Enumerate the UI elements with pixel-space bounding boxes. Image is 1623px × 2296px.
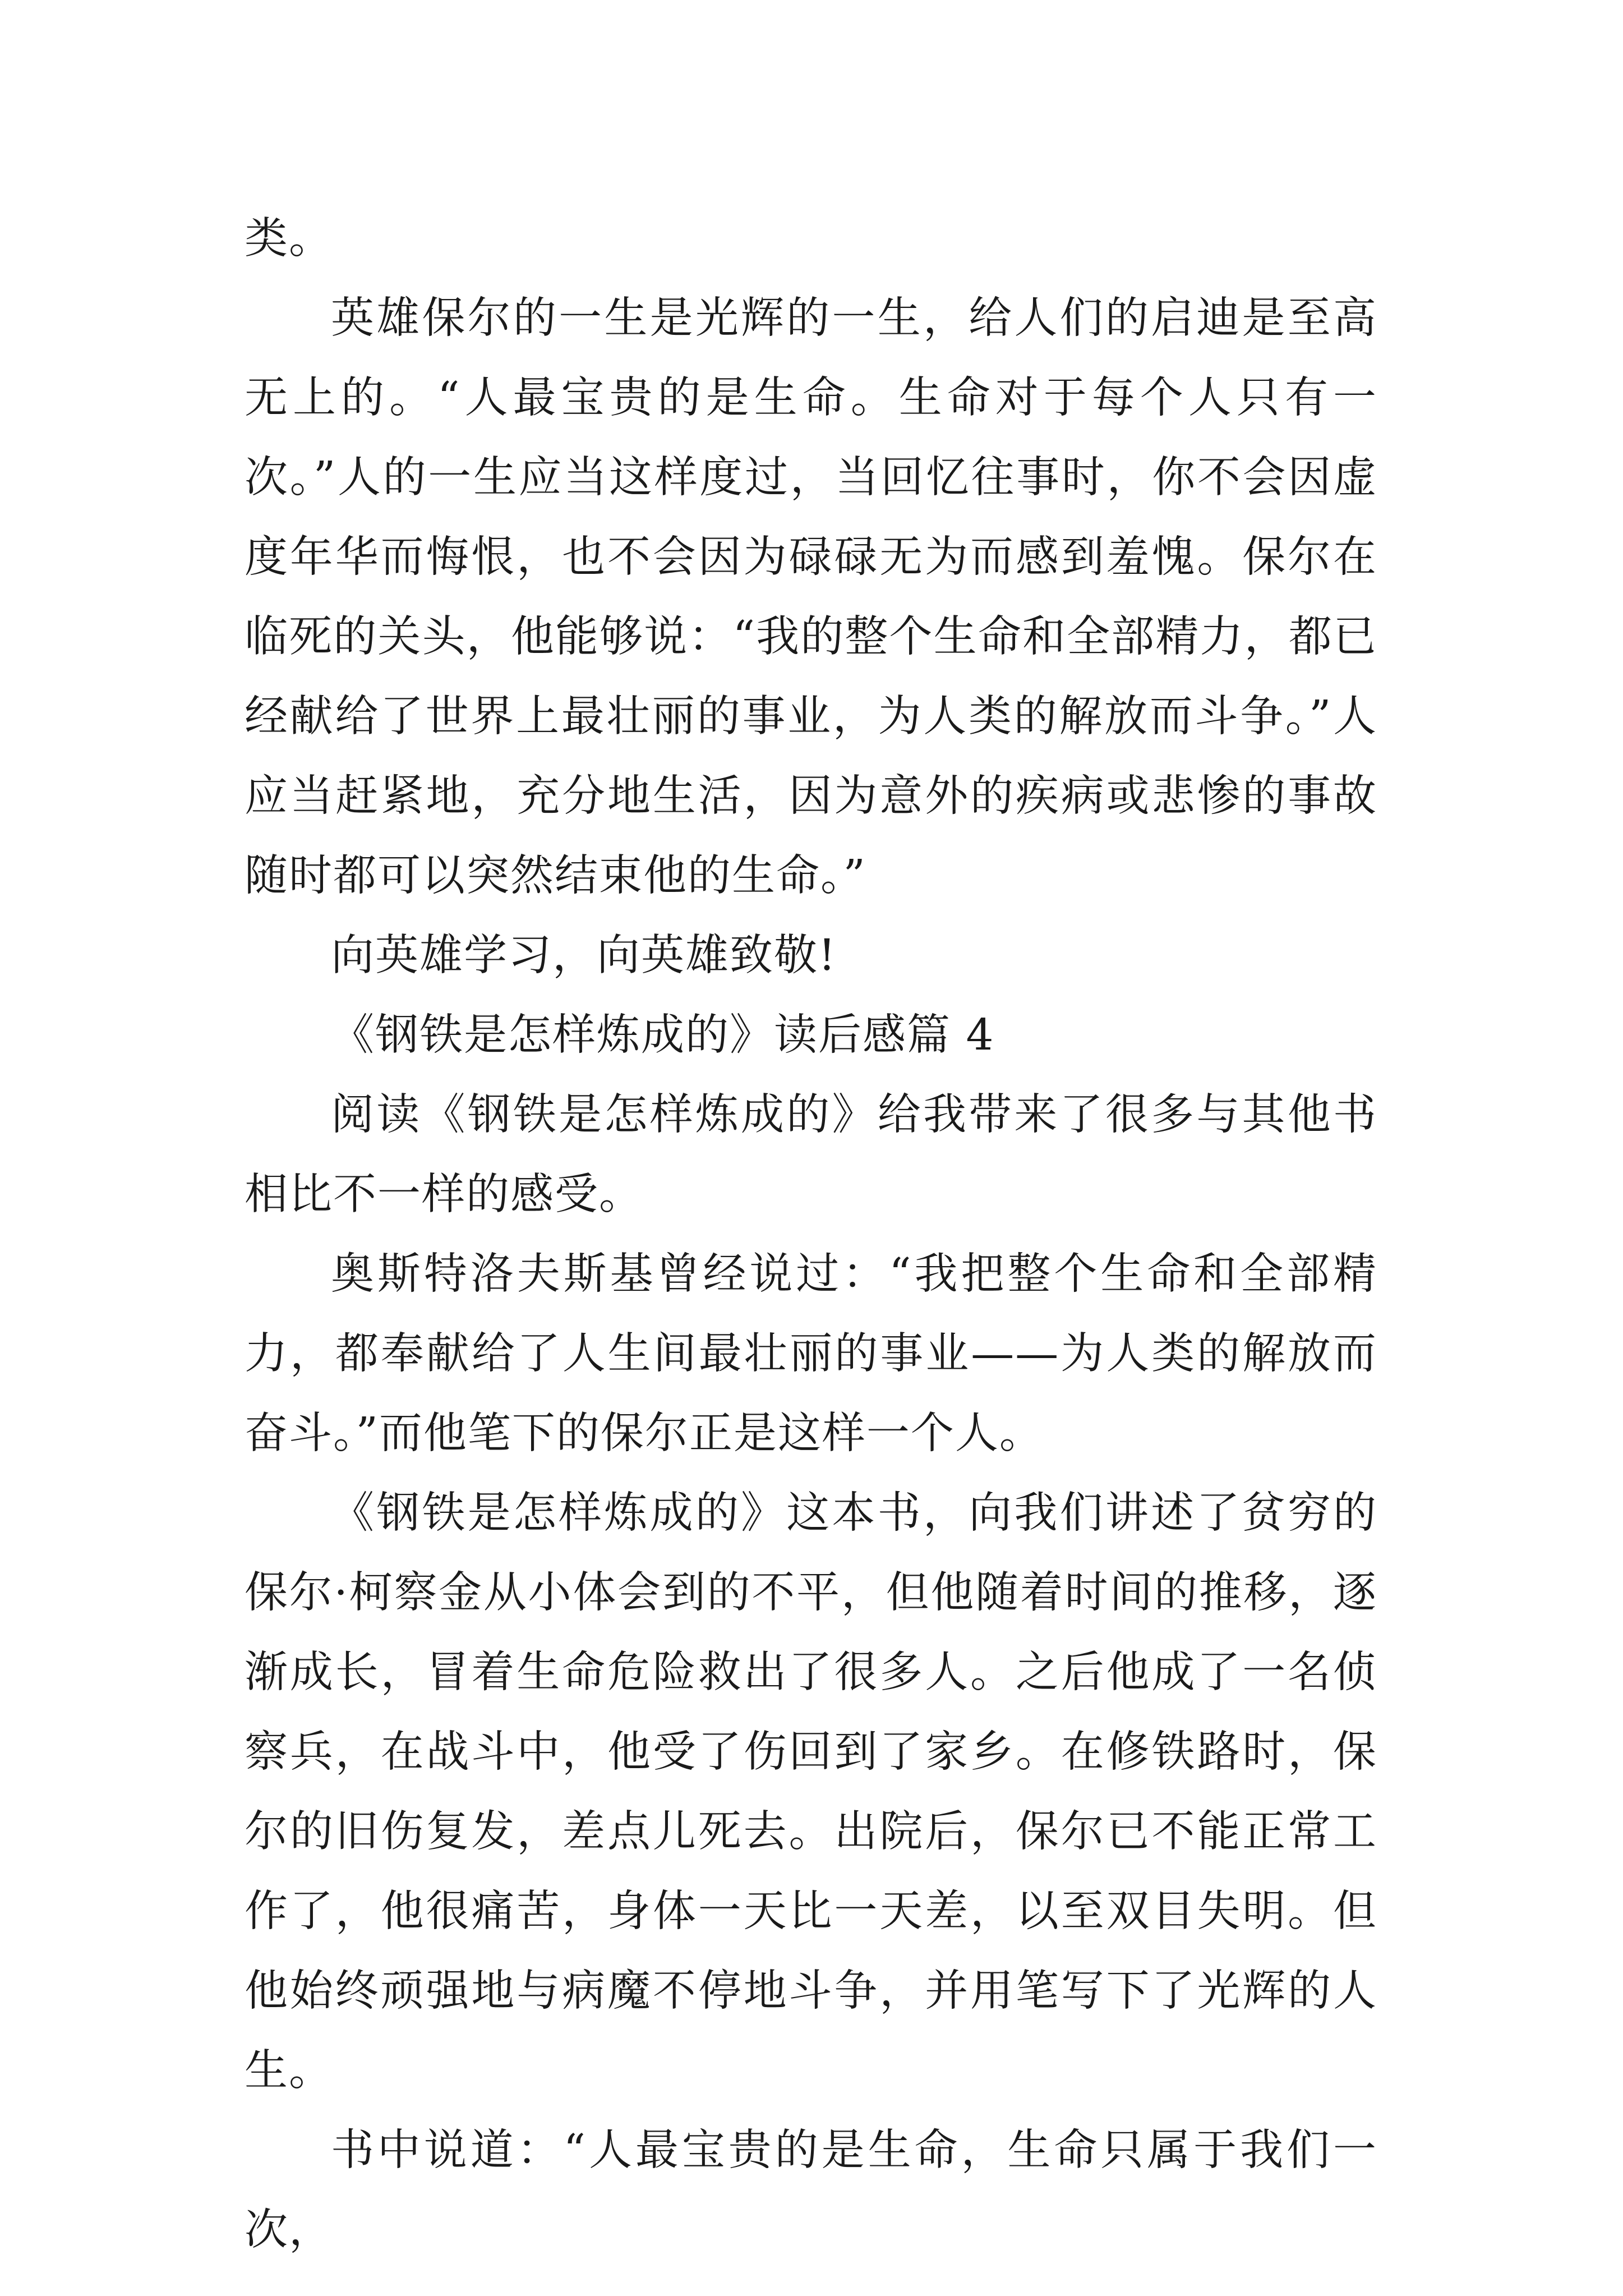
paragraph-salute: 向英雄学习，向英雄致敬!: [331, 931, 837, 981]
paragraph-reading: 阅读《钢铁是怎样炼成的》给我带来了很多与其他书相比不一样的感受。: [245, 1090, 1377, 1220]
paragraph-book-says: 书中说道：“人最宝贵的是生命，生命只属于我们一次，: [245, 2125, 1377, 2255]
paragraph-summary: 《钢铁是怎样炼成的》这本书，向我们讲述了贫穷的保尔·柯察金从小体会到的不平，但他随着时间的推移，逐渐成长，冒着生命危险救出了很多人。之后他成了一名侦察兵，在战斗中，他受了伤回到了家乡。在修铁路时，保尔的旧伤复发，差点儿死去。出院后，保尔已不能正常工作了，他很痛苦，身体一天比一天差，以至双目失明。但他始终顽强地与病魔不停地斗争，并用笔写下了光辉的人生。: [245, 1488, 1377, 2096]
paragraph-continuation: 类。: [245, 214, 333, 264]
paragraph-quote: 奥斯特洛夫斯基曾经说过：“我把整个生命和全部精力，都奉献给了人生间最壮丽的事业——为人类的解放而奋斗。”而他笔下的保尔正是这样一个人。: [245, 1249, 1377, 1458]
section-heading: 《钢铁是怎样炼成的》读后感篇 4: [331, 1010, 995, 1060]
paragraph-hero-life: 英雄保尔的一生是光辉的一生，给人们的启迪是至高无上的。“人最宝贵的是生命。生命对于每个人只有一次。”人的一生应当这样度过，当回忆往事时，你不会因虚度年华而悔恨，也不会因为碌碌无为而感到羞愧。保尔在临死的关头，他能够说：“我的整个生命和全部精力，都已经献给了世界上最壮丽的事业，为人类的解放而斗争。”人应当赶紧地，充分地生活，因为意外的疾病或悲惨的事故随时都可以突然结束他的生命。”: [245, 293, 1377, 901]
body-text: [245, 199, 1377, 2270]
